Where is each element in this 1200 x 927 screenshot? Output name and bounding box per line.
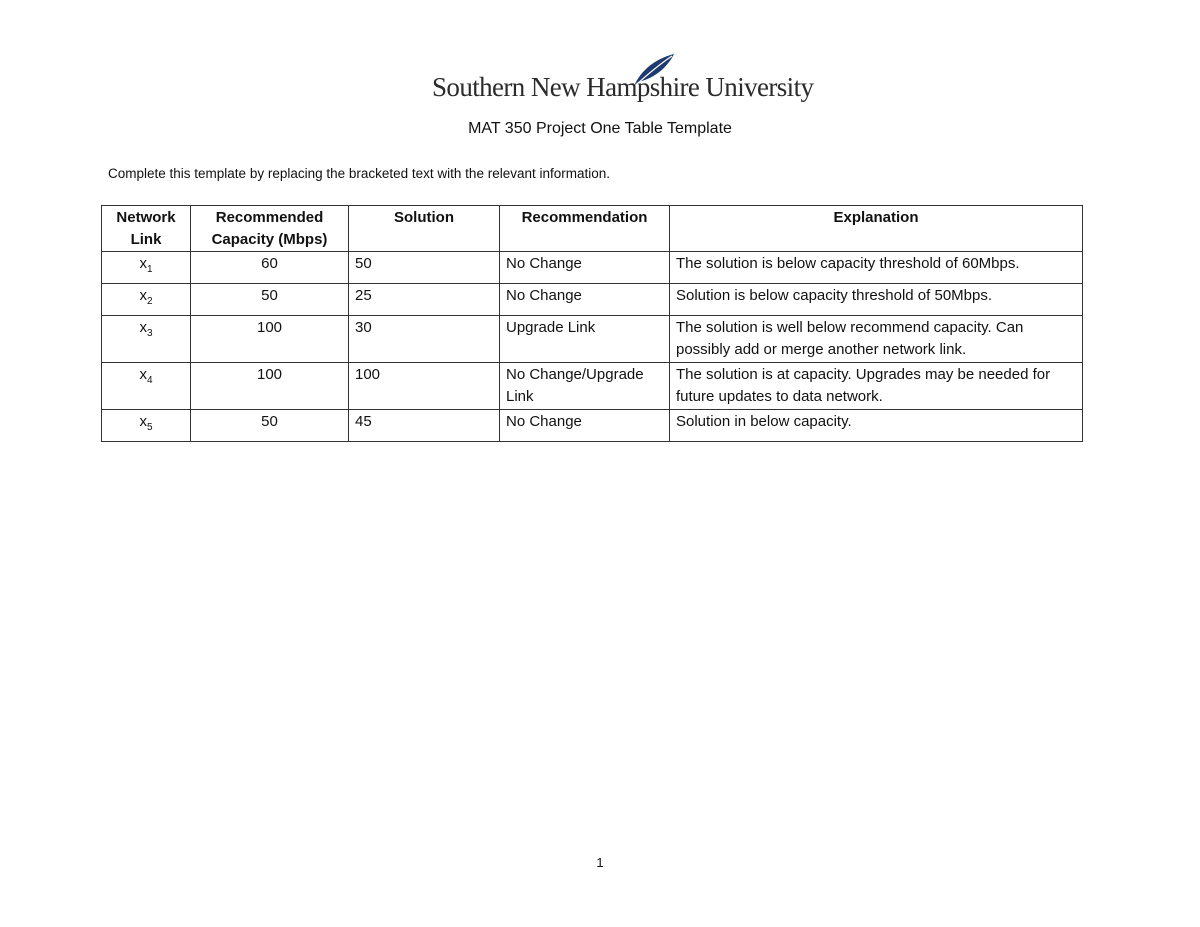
table-header-row: [102, 206, 1083, 252]
cell-capacity: 60: [191, 252, 349, 284]
cell-network-link: $x_3$: [102, 316, 191, 363]
university-logo: [432, 52, 814, 104]
page-number: 1: [596, 855, 604, 870]
header-explanation: Explanation: [670, 206, 1083, 252]
cell-capacity: 100: [191, 316, 349, 363]
cell-explanation: The solution is below capacity threshold of 60Mbps.: [670, 252, 1083, 284]
project-table: [101, 205, 1083, 442]
header-recommended-capacity: Recommended Capacity (Mbps): [191, 206, 349, 252]
cell-network-link: $x_5$: [102, 410, 191, 442]
header-solution: Solution: [349, 206, 500, 252]
cell-solution: 50: [349, 252, 500, 284]
cell-capacity: 50: [191, 410, 349, 442]
cell-explanation: Solution is below capacity threshold of 50Mbps.: [670, 284, 1083, 316]
cell-explanation: The solution is at capacity. Upgrades may be needed for future updates to data network.: [670, 363, 1083, 410]
cell-network-link: $x_2$: [102, 284, 191, 316]
table-row: [102, 410, 1083, 442]
cell-recommendation: Upgrade Link: [500, 316, 670, 363]
instructions-text: Complete this template by replacing the bracketed text with the relevant information.: [108, 166, 611, 181]
table-row: [102, 316, 1083, 363]
leaf-icon: [628, 52, 678, 88]
table-row: [102, 252, 1083, 284]
cell-network-link: $x_1$: [102, 252, 191, 284]
table-row: [102, 284, 1083, 316]
cell-recommendation: No Change/Upgrade Link: [500, 363, 670, 410]
cell-solution: 30: [349, 316, 500, 363]
header-network-link: Network Link: [102, 206, 191, 252]
cell-recommendation: No Change: [500, 410, 670, 442]
cell-solution: 45: [349, 410, 500, 442]
header-recommendation: Recommendation: [500, 206, 670, 252]
cell-recommendation: No Change: [500, 284, 670, 316]
cell-solution: 100: [349, 363, 500, 410]
cell-capacity: 50: [191, 284, 349, 316]
document-title: MAT 350 Project One Table Template: [468, 120, 732, 137]
table-row: [102, 363, 1083, 410]
cell-solution: 25: [349, 284, 500, 316]
cell-capacity: 100: [191, 363, 349, 410]
cell-recommendation: No Change: [500, 252, 670, 284]
cell-network-link: $x_4$: [102, 363, 191, 410]
logo-text: Southern New Hampshire University: [432, 72, 814, 102]
cell-explanation: The solution is well below recommend capacity. Can possibly add or merge another network link.: [670, 316, 1083, 363]
cell-explanation: Solution in below capacity.: [670, 410, 1083, 442]
